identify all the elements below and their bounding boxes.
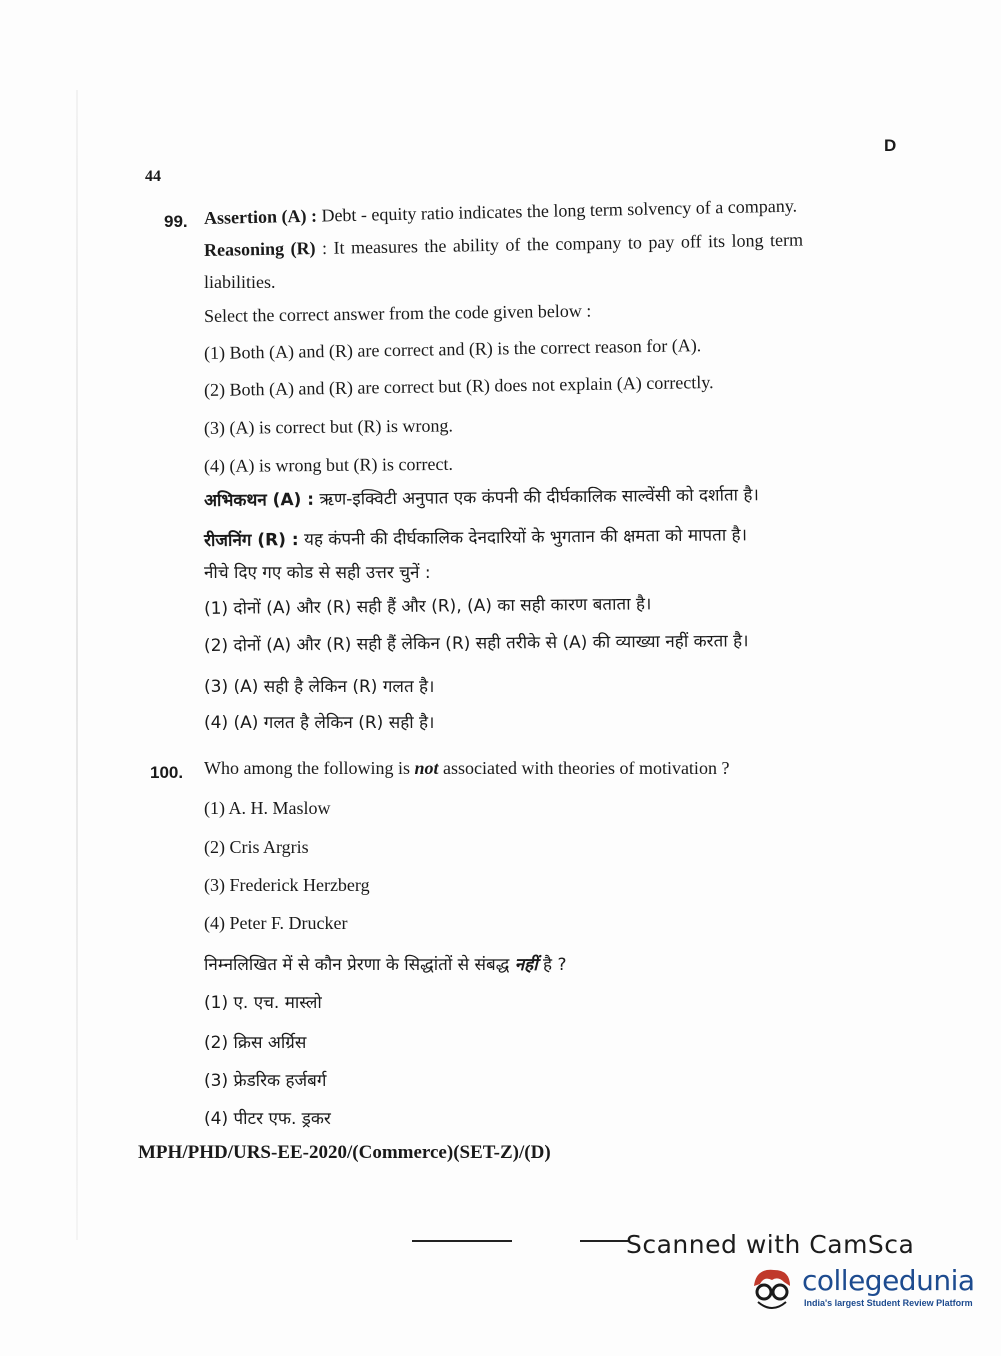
reasoning-label: Reasoning (R)	[203, 238, 316, 260]
scan-rule-left	[412, 1240, 512, 1242]
mascot-icon	[744, 1262, 800, 1318]
assertion-hindi-text: ऋण-इक्विटी अनुपात एक कंपनी की दीर्घकालिक साल्वेंसी को दर्शाता है।	[313, 485, 760, 510]
q99-option-4: (4) (A) is wrong but (R) is correct.	[203, 453, 454, 476]
assertion-hindi-label: अभिकथन (A) :	[203, 489, 315, 511]
q99-option-3: (3) (A) is correct but (R) is wrong.	[203, 415, 454, 438]
q99-option-2: (2) Both (A) and (R) are correct but (R) does not explain (A) correctly.	[203, 371, 714, 400]
set-letter: D	[884, 136, 897, 155]
q99-reasoning-cont: liabilities.	[204, 272, 276, 292]
q100-question-pre: Who among the following is	[204, 758, 415, 778]
page-number: 44	[145, 168, 161, 185]
question-number-100: 100.	[150, 763, 184, 782]
scan-rule-right	[580, 1240, 630, 1242]
q100-question-hindi-pre: निम्नलिखित में से कौन प्रेरणा के सिद्धांतों से संबद्ध	[204, 955, 515, 975]
scanner-watermark: Scanned with CamSca	[626, 1230, 915, 1259]
page-edge	[76, 90, 78, 1240]
q100-option-1: (1) A. H. Maslow	[204, 798, 331, 818]
q99-instruction-hindi: नीचे दिए गए कोड से सही उत्तर चुनें :	[204, 563, 431, 583]
q100-question-hindi	[204, 952, 566, 975]
q99-assertion-hindi	[204, 482, 759, 511]
q100-option-3-hindi: (3) फ्रेडरिक हर्जबर्ग	[204, 1071, 327, 1091]
q99-option-4-hindi: (4) (A) गलत है लेकिन (R) सही है।	[204, 713, 435, 733]
q100-option-2: (2) Cris Argris	[204, 837, 309, 857]
q99-assertion	[204, 196, 797, 229]
reasoning-hindi-label: रीजनिंग (R) :	[203, 530, 299, 551]
footer-exam-code: MPH/PHD/URS-EE-2020/(Commerce)(SET-Z)/(D)	[138, 1142, 551, 1163]
q100-option-1-hindi: (1) ए. एच. मास्लो	[204, 993, 322, 1013]
q100-question	[204, 758, 729, 779]
q100-option-4-hindi: (4) पीटर एफ. ड्रकर	[204, 1109, 331, 1129]
q99-instruction: Select the correct answer from the code given below :	[203, 300, 592, 326]
q100-question-post: associated with theories of motivation ?	[438, 758, 730, 778]
q100-option-2-hindi: (2) क्रिस अर्ग्रिस	[204, 1033, 307, 1053]
assertion-label: Assertion (A) :	[203, 205, 318, 228]
q99-option-1: (1) Both (A) and (R) are correct and (R) is the correct reason for (A).	[203, 335, 702, 363]
q99-reasoning-hindi	[204, 522, 747, 551]
question-number-99: 99.	[164, 212, 188, 231]
q99-option-3-hindi: (3) (A) सही है लेकिन (R) गलत है।	[204, 677, 435, 697]
q100-question-hindi-emphasis: नहीं	[514, 955, 538, 975]
q100-option-4: (4) Peter F. Drucker	[204, 913, 348, 933]
reasoning-text: : It measures the ability of the company to pay off its long term	[315, 229, 804, 259]
q100-question-hindi-post: है ?	[537, 955, 567, 975]
reasoning-hindi-text: यह कंपनी की दीर्घकालिक देनदारियों के भुगतान की क्षमता को मापता है।	[298, 525, 748, 551]
brand-name: collegedunia	[802, 1264, 975, 1297]
q99-reasoning	[204, 230, 803, 261]
collegedunia-logo	[744, 1262, 974, 1318]
q100-question-emphasis: not	[414, 758, 439, 778]
assertion-text: Debt - equity ratio indicates the long term solvency of a company.	[316, 195, 798, 226]
q100-option-3: (3) Frederick Herzberg	[204, 875, 370, 895]
q99-option-2-hindi: (2) दोनों (A) और (R) सही हैं लेकिन (R) सही तरीके से (A) की व्याख्या नहीं करता है।	[203, 631, 749, 656]
brand-tagline: India's largest Student Review Platform	[804, 1298, 973, 1308]
q99-option-1-hindi: (1) दोनों (A) और (R) सही हैं और (R), (A) का सही कारण बताता है।	[203, 594, 652, 619]
